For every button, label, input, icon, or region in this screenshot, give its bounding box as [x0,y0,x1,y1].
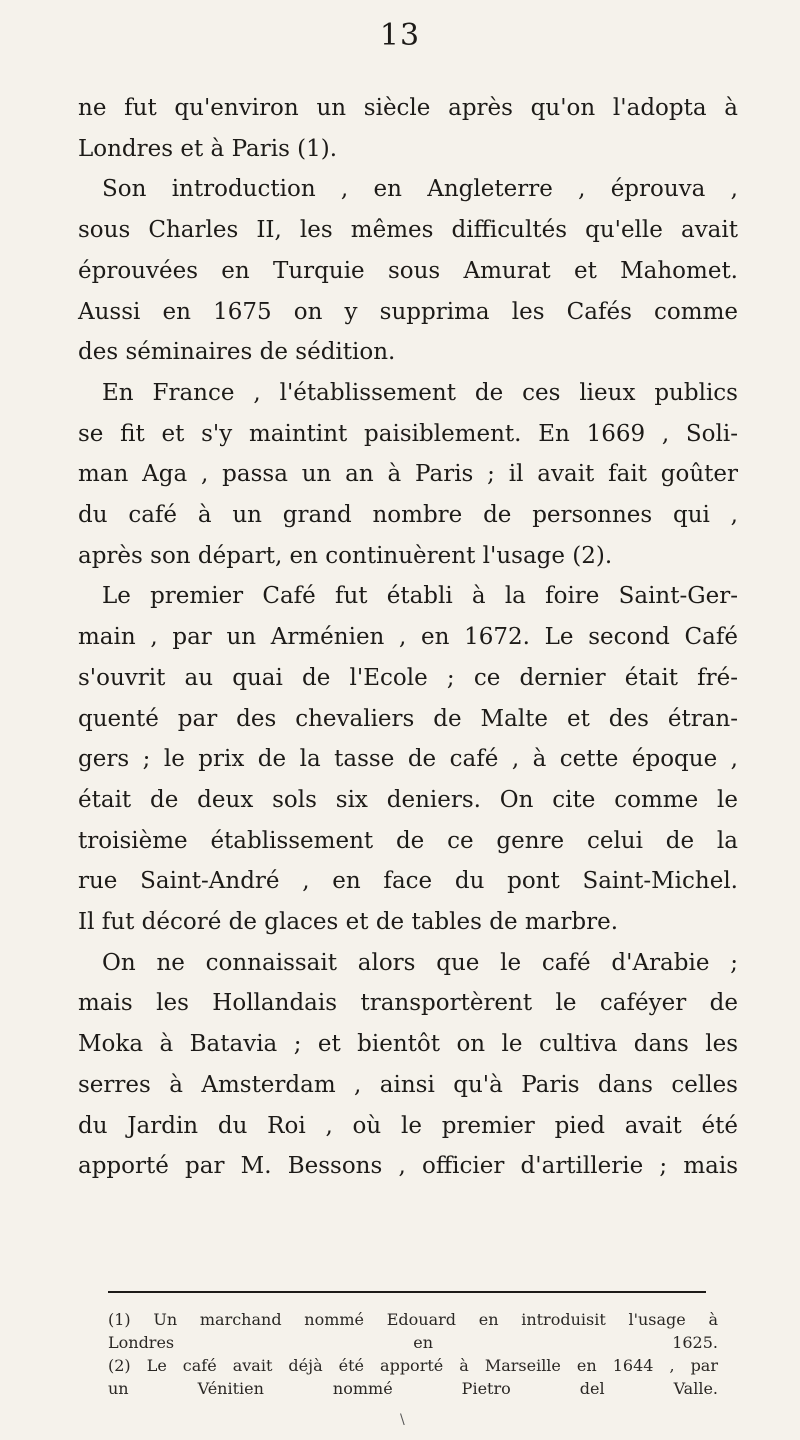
text-line: Le premier Café fut établi à la foire Saint-Ger- [102,583,738,610]
text-line: gers ; le prix de la tasse de café , à cette époque , [78,746,738,773]
text-line: mais les Hollandais transportèrent le caféyer de [78,990,738,1017]
text-line: ne fut qu'environ un siècle après qu'on l'adopta à [78,95,738,121]
text-line: man Aga , passa un an à Paris ; il avait fait goûter [78,461,738,488]
text-line: main , par un Arménien , en 1672. Le second Café [78,624,738,651]
text-line: après son départ, en continuèrent l'usage (2). [78,542,613,569]
text-line: rue Saint-André , en face du pont Saint-Michel. [78,868,738,895]
footnote-line: un Vénitien nommé Pietro del Valle. [108,1379,718,1398]
text-line: sous Charles II, les mêmes difficultés qu'elle avait [78,217,738,244]
text-line: des séminaires de sédition. [78,339,396,366]
text-line: Il fut décoré de glaces et de tables de marbre. [78,909,619,936]
text-line: éprouvées en Turquie sous Amurat et Mahomet. [78,257,738,284]
text-line: était de deux sols six deniers. On cite comme le [78,786,738,813]
text-line: En France , l'établissement de ces lieux publics [102,379,738,406]
text-line: serres à Amsterdam , ainsi qu'à Paris dans celles [78,1071,738,1098]
text-line: On ne connaissait alors que le café d'Arabie ; [102,949,738,976]
footnote-line: Londres en 1625. [108,1333,718,1352]
text-line: Londres et à Paris (1). [78,135,338,162]
text-line: s'ouvrit au quai de l'Ecole ; ce dernier était fré- [78,664,738,691]
text-line: Moka à Batavia ; et bientôt on le cultiva dans les [78,1031,738,1058]
footnote-line: (2) Le café avait déjà été apporté à Marseille en 1644 , par [108,1356,718,1375]
footnote-line: (1) Un marchand nommé Edouard en introduisit l'usage à [108,1310,718,1329]
text-line: du Jardin du Roi , où le premier pied avait été [78,1112,738,1139]
text-line: se fit et s'y maintint paisiblement. En 1669 , Soli- [78,420,738,447]
text-line: apporté par M. Bessons , officier d'artillerie ; mais [78,1153,738,1180]
text-line: Son introduction , en Angleterre , éprouva , [102,176,738,203]
text-line: du café à un grand nombre de personnes qui , [78,502,738,529]
text-line: troisième établissement de ce genre celui de la [78,827,738,854]
footnote-divider [108,1291,706,1293]
text-line: quenté par des chevaliers de Malte et des étran- [78,705,738,732]
footnotes [108,1308,718,1400]
signature-mark: \ [400,1412,405,1428]
main-text [78,88,738,1187]
page-number: 13 [379,18,421,53]
text-line: Aussi en 1675 on y supprima les Cafés comme [78,298,738,325]
